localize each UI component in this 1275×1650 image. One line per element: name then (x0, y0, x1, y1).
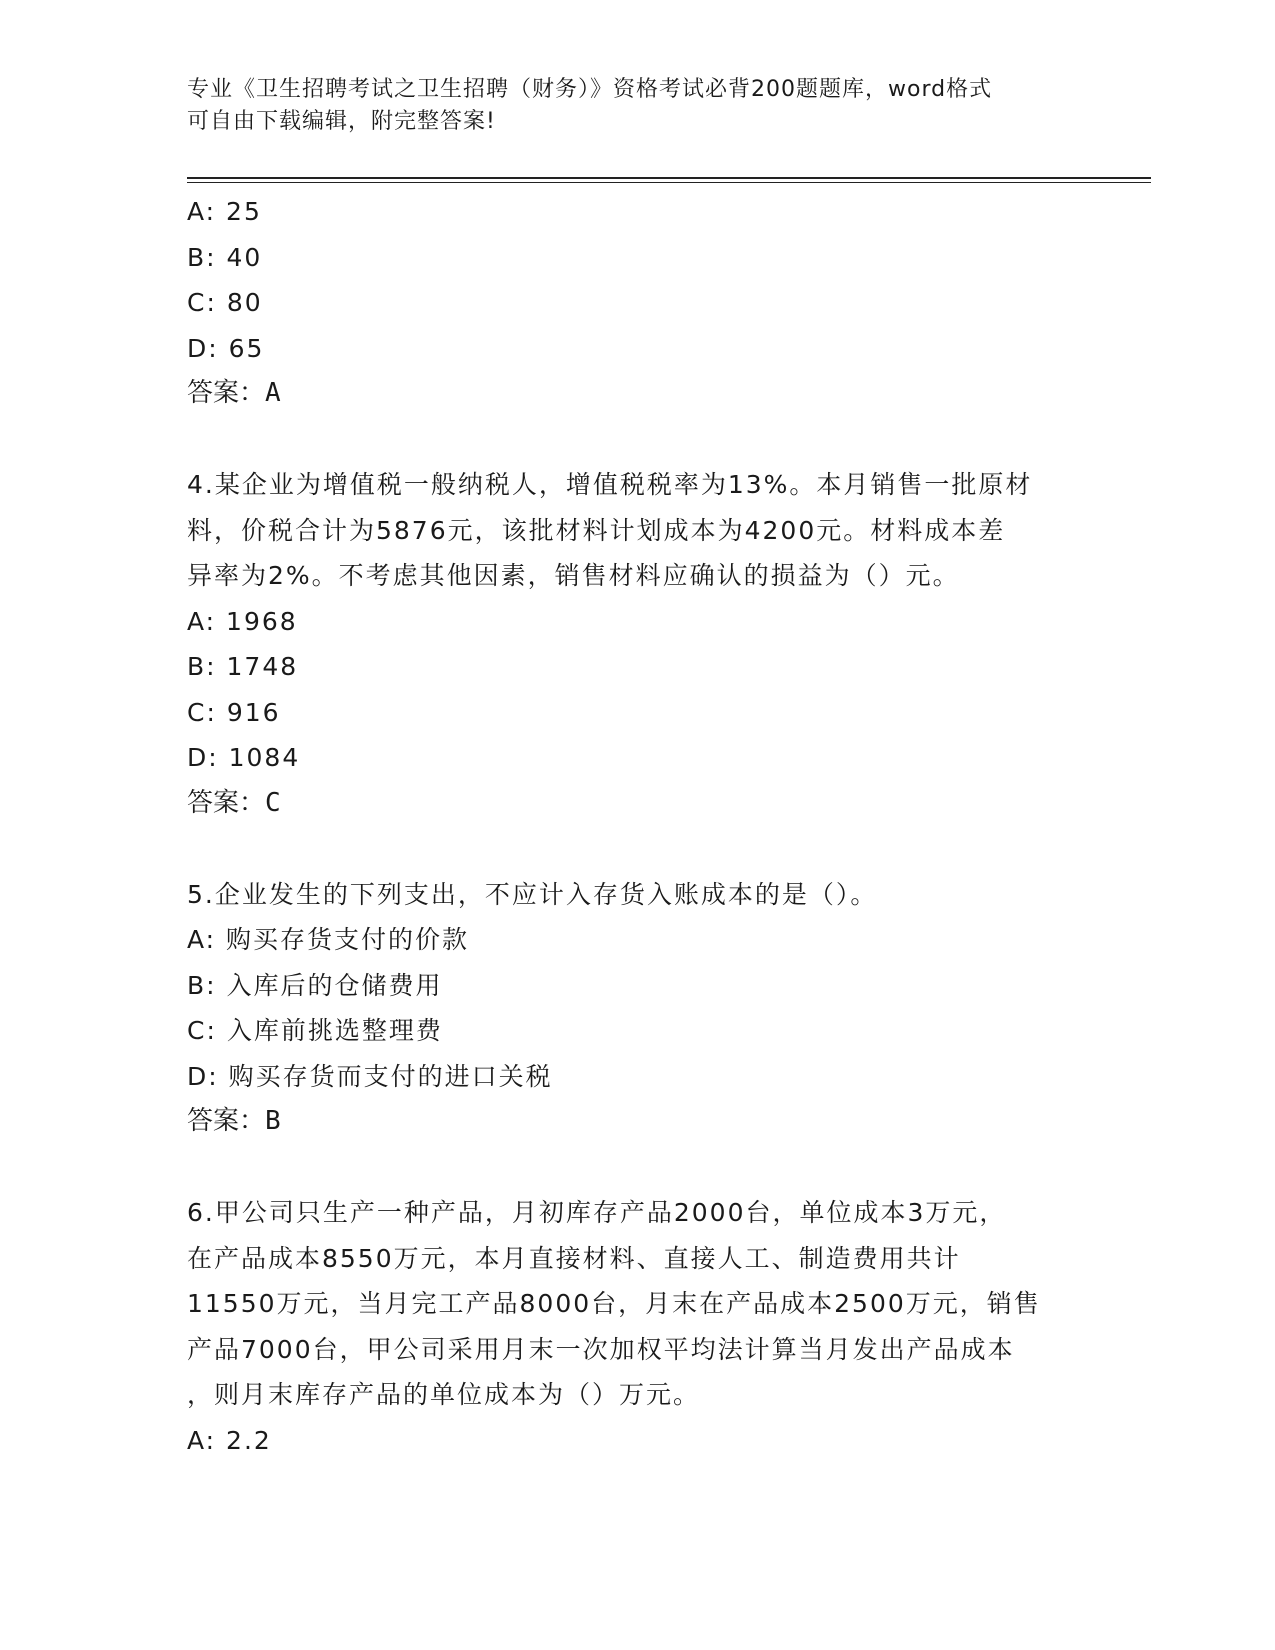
q6-stem-line-2: 在产品成本8550万元，本月直接材料、直接人工、制造费用共计 (187, 1243, 961, 1273)
question-gap (187, 417, 1087, 463)
document-header (187, 74, 1067, 138)
q4-stem-line-2: 料，价税合计为5876元，该批材料计划成本为4200元。材料成本差 (187, 515, 1006, 545)
q5-option-c: C: 入库前挑选整理费 (187, 1016, 443, 1045)
q4-answer: 答案：C (187, 787, 281, 818)
q5-stem-line-1: 5.企业发生的下列支出，不应计入存货入账成本的是（）。 (187, 879, 878, 909)
q5-option-d: D: 购买存货而支付的进口关税 (187, 1061, 553, 1091)
q3-option-c: C: 80 (187, 288, 263, 317)
q4-option-a: A: 1968 (187, 606, 298, 636)
q3-option-b: B: 40 (187, 242, 263, 272)
q6-stem-line-4: 产品7000台，甲公司采用月末一次加权平均法计算当月发出产品成本 (187, 1334, 1015, 1364)
q4-option-c: C: 916 (187, 697, 281, 727)
q3-answer: 答案：A (187, 378, 281, 408)
question-4 (187, 462, 1087, 826)
q5-option-a: A: 购买存货支付的价款 (187, 925, 470, 954)
header-divider-thick (187, 177, 1151, 179)
header-divider-thin (187, 182, 1151, 183)
q6-stem-line-5: ，则月末库存产品的单位成本为（）万元。 (187, 1380, 701, 1409)
question-3 (187, 189, 1087, 417)
q4-stem-line-1: 4.某企业为增值税一般纳税人，增值税税率为13%。本月销售一批原材 (187, 470, 1033, 499)
question-6 (187, 1190, 1087, 1463)
header-title-line-2: 可自由下载编辑，附完整答案! (187, 109, 496, 134)
q3-option-d: D: 65 (187, 333, 265, 363)
header-title-line-1: 专业《卫生招聘考试之卫生招聘（财务）》资格考试必背200题题库，word格式 (187, 77, 993, 102)
question-gap (187, 1145, 1087, 1191)
question-list (187, 189, 1087, 1463)
question-5 (187, 872, 1087, 1145)
q3-option-a: A: 25 (187, 197, 262, 226)
q5-answer: 答案：B (187, 1106, 281, 1136)
q6-option-a: A: 2.2 (187, 1425, 272, 1455)
q5-option-b: B: 入库后的仓储费用 (187, 970, 443, 1000)
q6-stem-line-1: 6.甲公司只生产一种产品，月初库存产品2000台，单位成本3万元， (187, 1198, 1007, 1227)
question-gap (187, 826, 1087, 872)
q4-option-d: D: 1084 (187, 743, 301, 772)
q6-stem-line-3: 11550万元，当月完工产品8000台，月末在产品成本2500万元，销售 (187, 1289, 1041, 1318)
q4-option-b: B: 1748 (187, 652, 299, 681)
q4-stem-line-3: 异率为2%。不考虑其他因素，销售材料应确认的损益为（）元。 (187, 561, 960, 590)
